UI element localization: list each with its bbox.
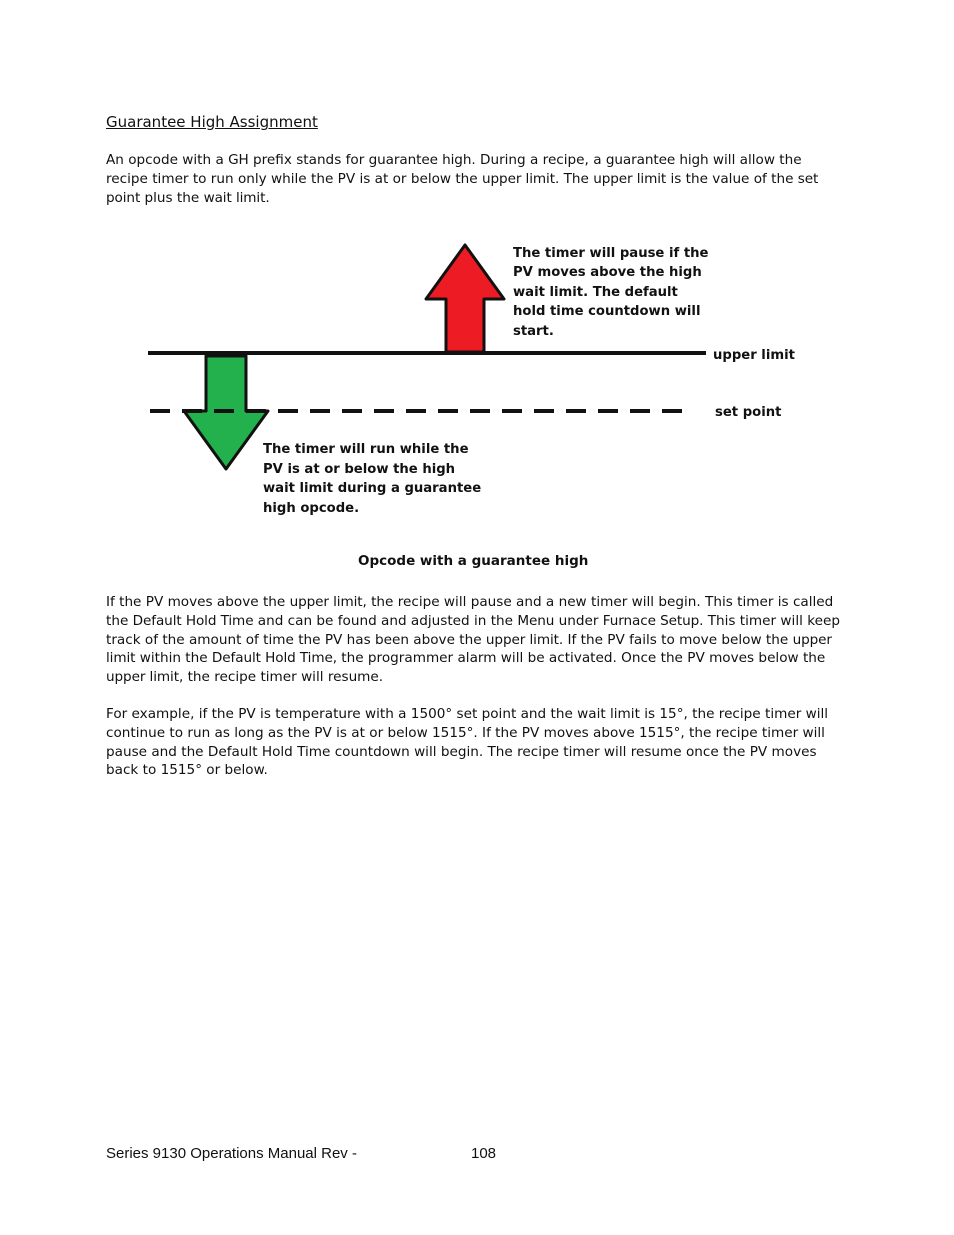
example-paragraph: For example, if the PV is temperature with a 1500° set point and the wait limit is 15°, the recipe timer will continue to run as long as the PV is at or below 1515°. If the PV moves above 1515°, the recipe timer will pause and the Default Hold Time countdown will begin. The recipe timer will resume once the PV moves back to 1515° or below.: [106, 706, 829, 779]
upper-limit-paragraph: If the PV moves above the upper limit, the recipe will pause and a new timer will begin. This timer is called the Default Hold Time and can be found and adjusted in the Menu under Furnace Setup. This timer will keep track of the amount of time the PV has been above the upper limit. If the PV fails to move below the upper limit within the Default Hold Time, the programmer alarm will be activated. Once the PV moves below the upper limit, the recipe timer will resume.: [106, 594, 840, 686]
diagram-caption: Opcode with a guarantee high: [358, 553, 589, 569]
set-point-label: set point: [715, 405, 782, 420]
term: set point: [106, 170, 819, 206]
term: upper limit: [485, 631, 559, 648]
term: Default Hold Time,: [211, 650, 337, 667]
section-heading: Guarantee High Assignment: [106, 113, 318, 131]
down-note-line: wait limit during a guarantee: [263, 481, 482, 496]
footer-manual-title: Series 9130 Operations Manual Rev -: [106, 1145, 357, 1162]
down-arrow-note: [263, 442, 481, 516]
up-note-line: start.: [513, 324, 554, 339]
term: upper limit: [106, 631, 832, 667]
term: upper limit: [593, 170, 667, 187]
guarantee-high-diagram: [0, 0, 954, 560]
down-note-line: The timer will run while the: [263, 442, 469, 457]
up-note-line: hold time countdown will: [513, 304, 701, 319]
term: wait limit.: [203, 189, 270, 206]
up-arrow-note: [513, 246, 709, 339]
term: upper limit,: [289, 594, 367, 610]
term: GH: [228, 152, 249, 168]
intro-paragraph: An opcode with a GH prefix stands for guarantee high. During a recipe, a guarantee high will allow the recipe timer to run only while the PV is at or below the upper limit. The upper limit is the value of the set point plus the wait limit.: [106, 152, 819, 206]
term: Furnace Setup.: [602, 612, 704, 629]
down-note-line: PV is at or below the high: [263, 462, 456, 477]
page-number: 108: [471, 1145, 497, 1162]
term: guarantee high: [605, 152, 709, 168]
up-arrow-icon: [426, 245, 504, 352]
term: Menu: [517, 612, 555, 629]
up-note-line: PV moves above the high: [513, 265, 702, 280]
upper-limit-label: upper limit: [713, 348, 795, 363]
term: upper limit: [106, 669, 179, 686]
term: guarantee high: [368, 152, 472, 168]
term: upper limit: [482, 170, 555, 187]
down-note-line: high opcode.: [263, 501, 360, 516]
up-note-line: The timer will pause if the: [513, 246, 709, 261]
up-note-line: wait limit. The default: [513, 285, 678, 300]
term: Default Hold Time: [132, 612, 254, 629]
